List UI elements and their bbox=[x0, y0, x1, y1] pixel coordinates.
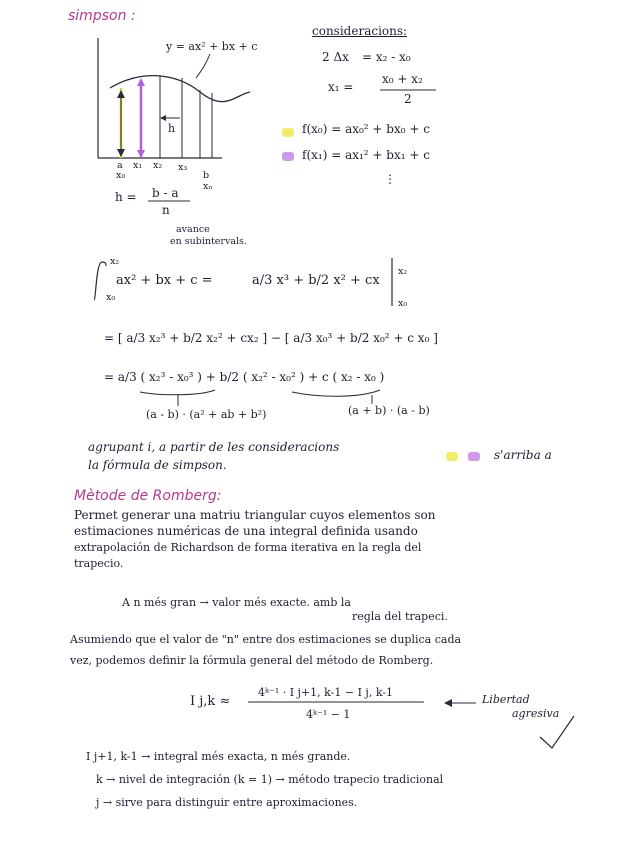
romberg-formula-numerator: 4ᵏ⁻¹ · I j+1, k-1 − I j, k-1 bbox=[258, 686, 394, 699]
integral-lower-limit: x₀ bbox=[106, 292, 116, 303]
consideration-eq1-lhs: 2 Δx bbox=[322, 50, 349, 64]
graph-label-a: a bbox=[117, 160, 123, 171]
integral-line-3: = a/3 ( x₂³ - x₀³ ) + b/2 ( x₂² - x₀² ) + c ( x₂ - x₀ ) bbox=[104, 370, 385, 384]
consideration-eq2-lhs: x₁ = bbox=[328, 80, 354, 94]
h-formula-lhs: h = bbox=[115, 190, 137, 204]
bracket-lower-limit: x₀ bbox=[398, 298, 408, 309]
romberg-description-2: estimaciones numéricas de una integral definida usando bbox=[74, 524, 418, 538]
consideration-dots: ⋮ bbox=[384, 172, 396, 186]
subinterval-note-1: avance bbox=[176, 224, 210, 235]
graph-label-h: h bbox=[168, 122, 176, 135]
aside-note-1: Libertad bbox=[482, 693, 530, 706]
conclusion-line-2: la fórmula de simpson. bbox=[88, 458, 227, 472]
romberg-assumption-1: Asumiendo que el valor de "n" entre dos estimaciones se duplica cada bbox=[70, 633, 462, 646]
consideration-f1: f(x₁) = ax₁² + bx₁ + c bbox=[302, 148, 430, 162]
romberg-note-2: regla del trapeci. bbox=[352, 610, 448, 623]
simpson-title: simpson : bbox=[68, 8, 136, 24]
integral-expression: ax² + bx + c = bbox=[116, 273, 213, 288]
graph-label-x2: x₂ bbox=[153, 160, 163, 171]
conclusion-line-1b: s'arriba a bbox=[494, 448, 552, 462]
purple-highlight-marker bbox=[468, 452, 480, 461]
bracket-upper-limit: x₂ bbox=[398, 266, 408, 277]
consideration-eq2-num: x₀ + x₂ bbox=[382, 72, 423, 86]
consideration-f0: f(x₀) = ax₀² + bx₀ + c bbox=[302, 122, 430, 136]
romberg-assumption-2: vez, podemos definir la fórmula general del método de Romberg. bbox=[70, 654, 434, 667]
integral-result: a/3 x³ + b/2 x² + cx bbox=[252, 273, 380, 288]
h-formula-den: n bbox=[162, 203, 170, 217]
romberg-title: Mètode de Romberg: bbox=[74, 488, 222, 504]
integral-line-2: = [ a/3 x₂³ + b/2 x₂² + cx₂ ] − [ a/3 x₀³ + b/2 x₀² + c x₀ ] bbox=[104, 331, 438, 345]
romberg-definition-2: k → nivel de integración (k = 1) → método trapecio tradicional bbox=[96, 773, 444, 786]
romberg-description-1: Permet generar una matriu triangular cuyos elementos son bbox=[74, 508, 436, 522]
integral-upper-limit: x₂ bbox=[110, 256, 120, 267]
romberg-formula-lhs: I j,k ≈ bbox=[190, 694, 231, 709]
factorization-2: (a + b) · (a - b) bbox=[348, 404, 430, 417]
romberg-formula-denominator: 4ᵏ⁻¹ − 1 bbox=[306, 708, 351, 721]
romberg-definition-1: I j+1, k-1 → integral més exacta, n més grande. bbox=[86, 750, 351, 763]
romberg-note-1: A n més gran → valor més exacte. amb la bbox=[122, 596, 351, 609]
romberg-definition-3: j → sirve para distinguir entre aproximaciones. bbox=[96, 796, 358, 809]
graph-label-x0: x₀ bbox=[116, 170, 126, 181]
yellow-highlight-marker bbox=[446, 452, 458, 461]
graph-label-x3: x₃ bbox=[178, 162, 188, 173]
conclusion-line-1: agrupant i, a partir de les consideracions bbox=[88, 440, 340, 454]
subinterval-note-2: en subintervals. bbox=[170, 236, 247, 247]
considerations-title: consideracions: bbox=[312, 24, 408, 38]
romberg-description-4: trapecio. bbox=[74, 557, 124, 570]
graph-label-xn: xₙ bbox=[203, 181, 213, 192]
graph-label-x1: x₁ bbox=[133, 160, 143, 171]
consideration-eq1-rhs: = x₂ - x₀ bbox=[362, 50, 411, 64]
factorization-1: (a - b) · (a² + ab + b²) bbox=[146, 408, 267, 421]
aside-note-2: agresiva bbox=[512, 707, 560, 720]
yellow-highlight-marker bbox=[282, 128, 294, 137]
purple-highlight-marker bbox=[282, 152, 294, 161]
consideration-eq2-den: 2 bbox=[404, 92, 412, 106]
h-formula-num: b - a bbox=[152, 186, 179, 200]
parabola-label: y = ax² + bx + c bbox=[166, 40, 258, 53]
romberg-description-3: extrapolación de Richardson de forma iterativa en la regla del bbox=[74, 541, 422, 554]
graph-label-b: b bbox=[203, 170, 210, 181]
